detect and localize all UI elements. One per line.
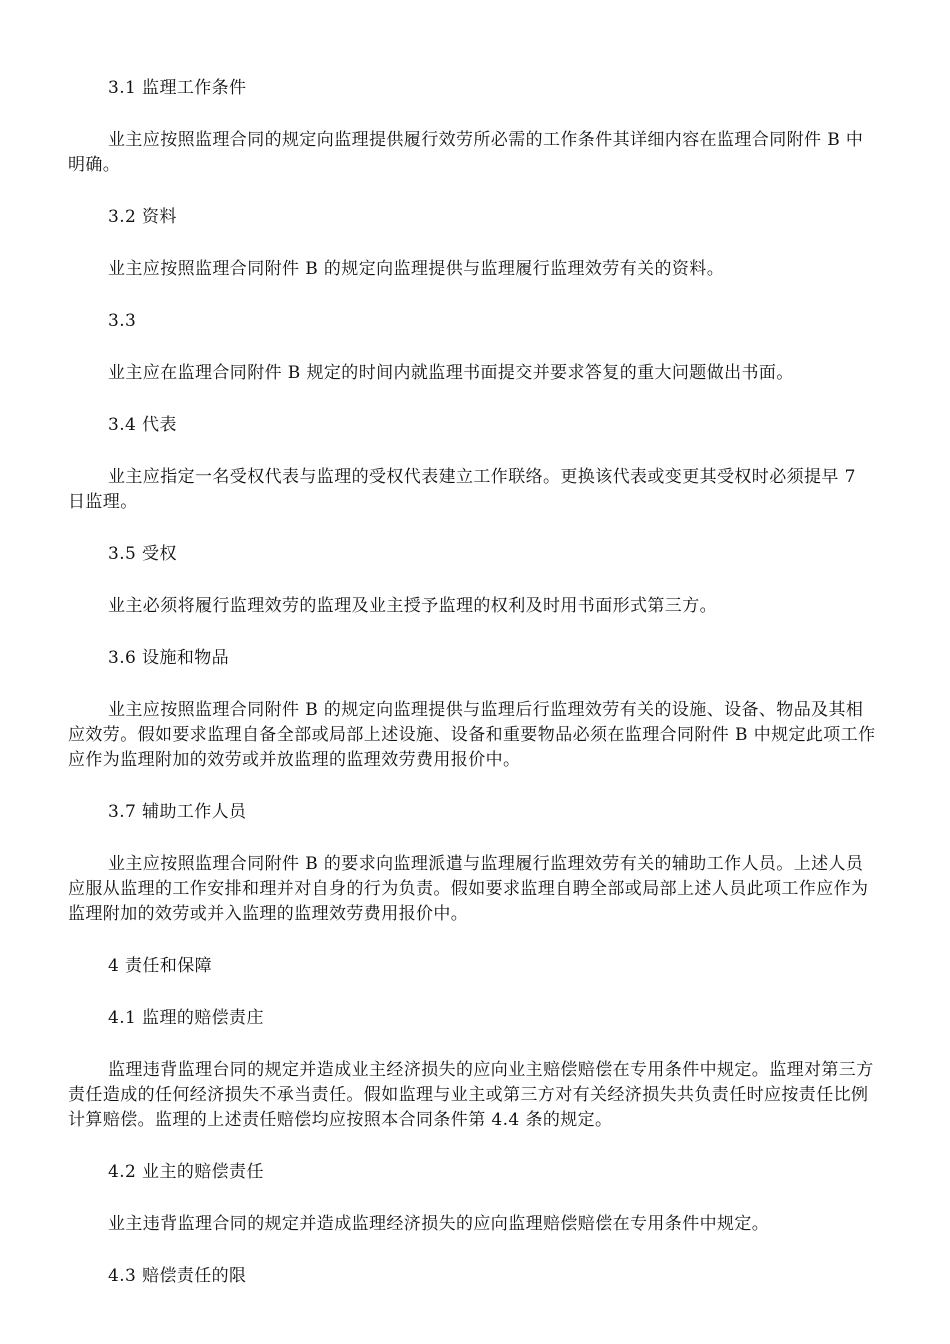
section-heading-3-4: 3.4 代表 bbox=[108, 415, 177, 435]
section-heading-3-1: 3.1 监理工作条件 bbox=[108, 78, 247, 98]
section-heading-4-1: 4.1 监理的赔偿责庄 bbox=[108, 1008, 264, 1028]
section-heading-3-5: 3.5 受权 bbox=[108, 544, 177, 564]
paragraph-3-7: 业主应按照监理合同附件 B 的要求向监理派遣与监理履行监理效劳有关的辅助工作人员。上述人员应服从监理的工作安排和理并对自身的行为负责。假如要求监理自聘全部或局部上述人员此项工作应作为监理附加的效劳或并入监理的监理效劳费用报价中。 bbox=[68, 854, 869, 924]
paragraph-3-1: 业主应按照监理合同的规定向监理提供履行效劳所必需的工作条件其详细内容在监理合同附件 B 中明确。 bbox=[68, 130, 864, 175]
section-heading-3-3: 3.3 bbox=[108, 311, 137, 331]
section-heading-3-7: 3.7 辅助工作人员 bbox=[108, 802, 247, 822]
section-heading-4-3: 4.3 赔偿责任的限 bbox=[108, 1266, 247, 1286]
paragraph-4-2: 业主违背监理合同的规定并造成监理经济损失的应向监理赔偿赔偿在专用条件中规定。 bbox=[108, 1214, 770, 1234]
section-heading-3-6: 3.6 设施和物品 bbox=[108, 648, 230, 668]
paragraph-3-5: 业主必须将履行监理效劳的监理及业主授予监理的权利及时用书面形式第三方。 bbox=[108, 596, 717, 616]
section-heading-4: 4 责任和保障 bbox=[108, 956, 213, 976]
paragraph-3-4: 业主应指定一名受权代表与监理的受权代表建立工作联络。更换该代表或变更其受权时必须提早 7 日监理。 bbox=[68, 467, 856, 512]
paragraph-4-1: 监理违背监理台同的规定并造成业主经济损失的应向业主赔偿赔偿在专用条件中规定。监理对第三方责任造成的任何经济损失不承当责任。假如监理与业主或第三方对有关经济损失共负责任时应按责任比例计算赔偿。监理的上述责任赔偿均应按照本合同条件第 4.4 条的规定。 bbox=[68, 1060, 874, 1130]
section-heading-4-2: 4.2 业主的赔偿责任 bbox=[108, 1162, 264, 1182]
document-body bbox=[68, 76, 876, 1316]
section-heading-3-2: 3.2 资料 bbox=[108, 207, 177, 227]
paragraph-3-3: 业主应在监理合同附件 B 规定的时间内就监理书面提交并要求答复的重大问题做出书面。 bbox=[108, 363, 794, 383]
paragraph-3-6: 业主应按照监理合同附件 B 的规定向监理提供与监理后行监理效劳有关的设施、设备、物品及其相应效劳。假如要求监理自备全部或局部上述设施、设备和重要物品必须在监理合同附件 B 中规定此项工作应作为监理附加的效劳或并放监理的监理效劳费用报价中。 bbox=[68, 700, 876, 770]
paragraph-3-2: 业主应按照监理合同附件 B 的规定向监理提供与监理履行监理效劳有关的资料。 bbox=[108, 259, 725, 279]
